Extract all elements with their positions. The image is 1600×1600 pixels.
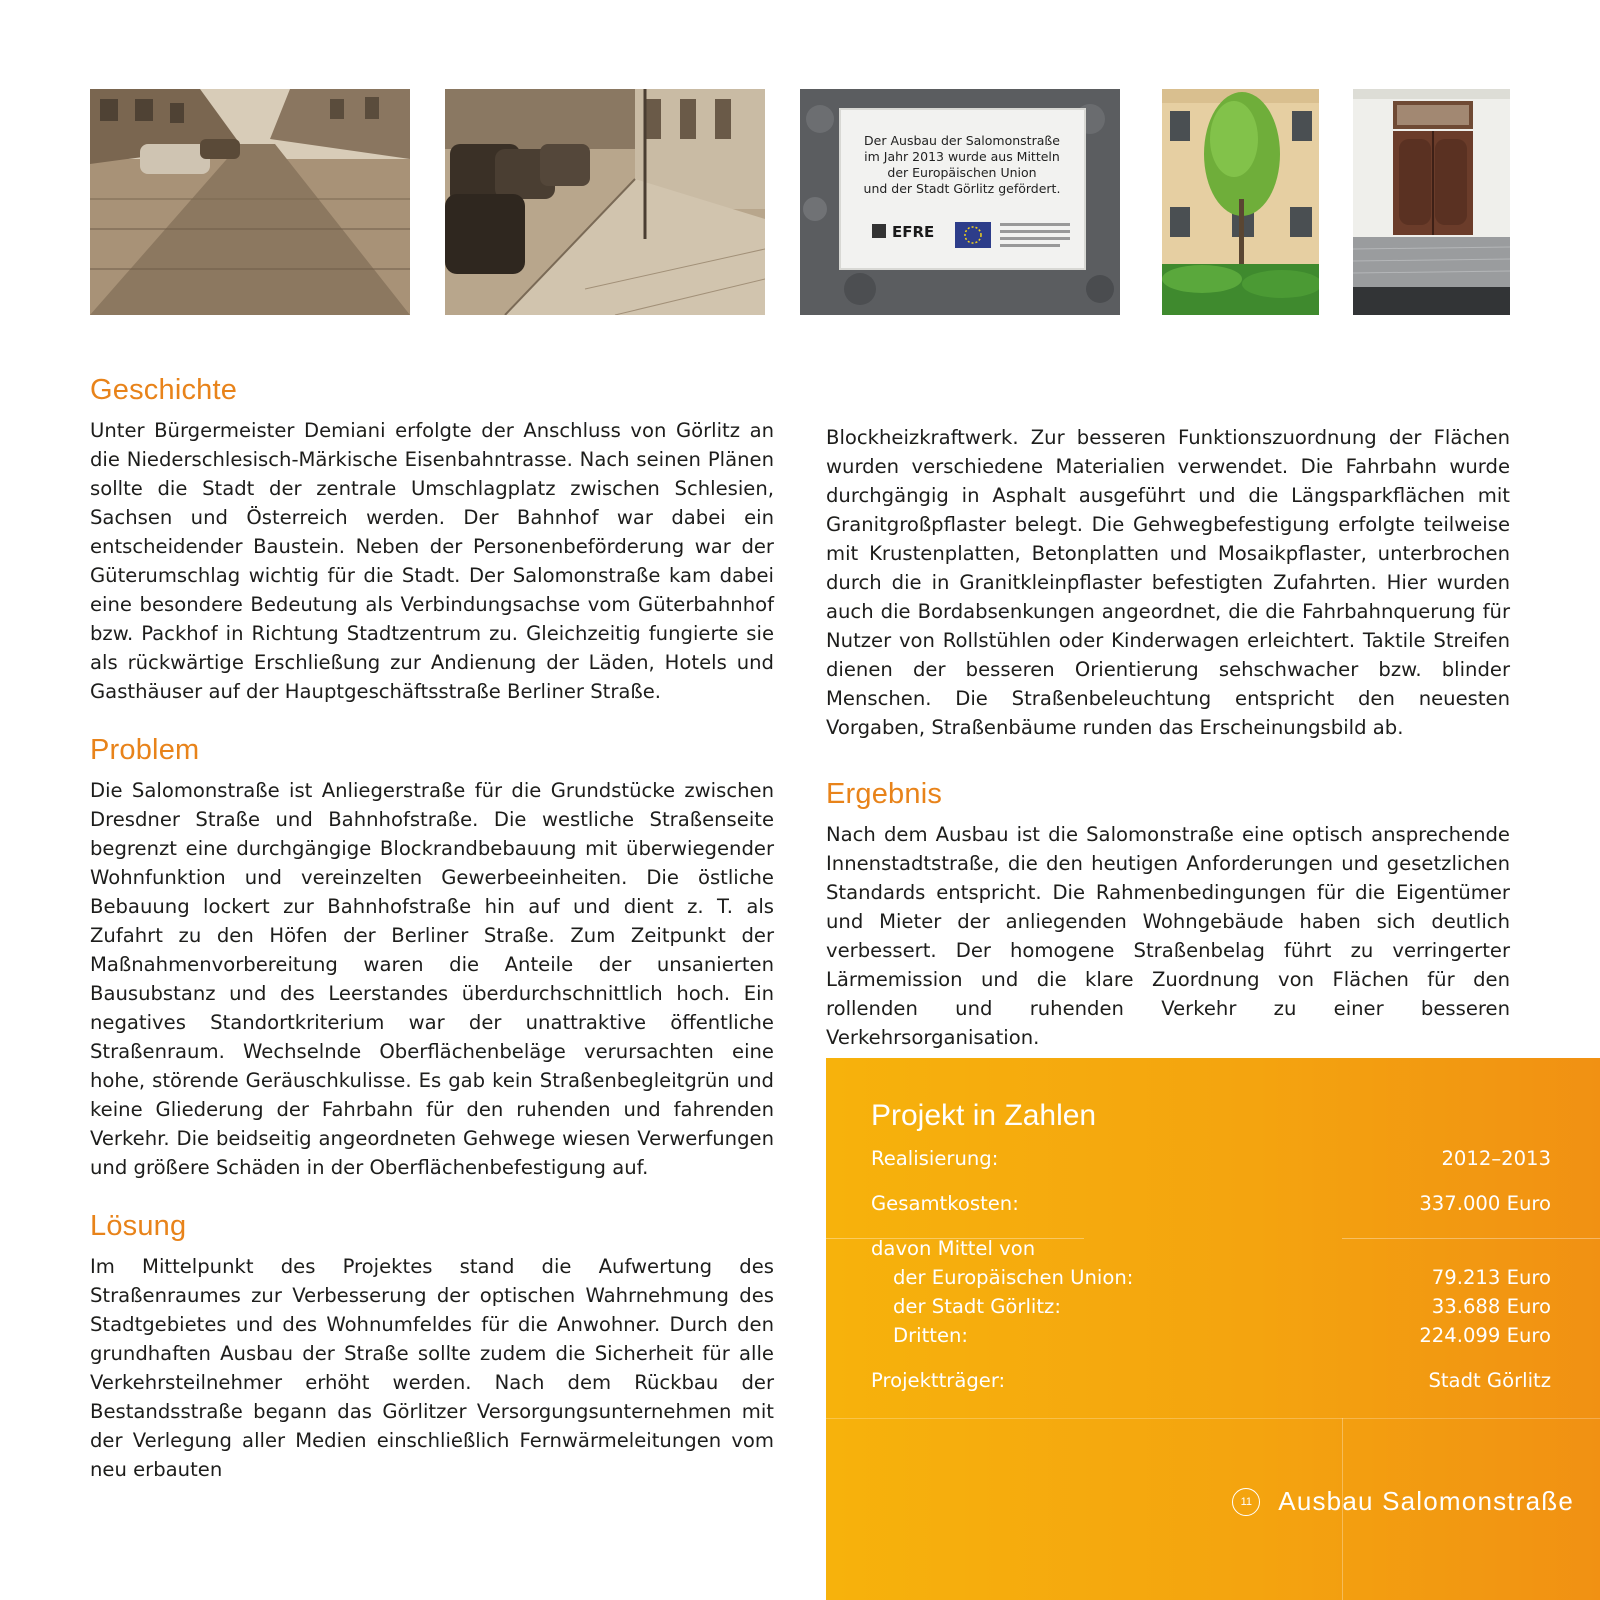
text-geschichte: Unter Bürgermeister Demiani erfolgte der Anschluss von Görlitz an die Niederschlesisch-Märkische Eisenbahntrasse. Nach seinen Plänen sollte die Stadt der zentrale Umschlagplatz zwischen Schlesien, Sachsen und Österreich werden. Der Bahnhof war dabei ein entscheidender Baustein. Neben der Personenbeförderung war der Güterumschlag wichtig für die Stadt. Der Salomonstraße kam dabei eine besondere Bedeutung als Verbindungsachse vom Güterbahnhof bzw. Packhof in Richtung Stadtzentrum zu. Gleichzeitig fungierte sie als rückwärtige Erschließung zur Andienung der Läden, Hotels und Gasthäuser auf der Hauptgeschäftsstraße Berliner Straße. [90, 419, 774, 703]
sign-line-2: im Jahr 2013 wurde aus Mitteln [864, 149, 1060, 164]
photo-funding-sign [800, 89, 1120, 315]
heading-geschichte: Geschichte [90, 374, 238, 406]
text-loesung-continued: Blockheizkraftwerk. Zur besseren Funktionszuordnung der Flächen wurden verschiedene Materialien verwendet. Die Fahrbahn wurde durchgängig in Asphalt ausgeführt und die Längsparkflächen mit Granitgroßpflaster belegt. Die Gehwegbefestigung erfolgte teilweise mit Krustenplatten, Betonplatten und Mosaikpflaster, unterbrochen durch die in Granitkleinpflaster befestigten Zufahrten. Hier wurden auch die Bordabsenkungen angeordnet, die die Fahrbahnquerung für Nutzer von Rollstühlen oder Kinderwagen erleichtert. Taktile Streifen dienen der besseren Orientierung sehschwacher bzw. blinder Menschen. Die Straßenbeleuchtung entspricht den neuesten Vorgaben, Straßenbäume runden das Erscheinungsbild ab. [826, 426, 1510, 739]
fact-label: Dritten: [893, 1324, 969, 1347]
fact-value: 2012–2013 [1441, 1147, 1551, 1170]
facts-table [871, 1144, 1551, 1395]
fact-value: 337.000 Euro [1419, 1192, 1551, 1215]
fact-value: Stadt Görlitz [1428, 1369, 1551, 1392]
sign-line-4: und der Stadt Görlitz gefördert. [863, 181, 1061, 196]
fact-label: Gesamtkosten: [871, 1192, 1019, 1215]
fact-label: davon Mittel von [871, 1237, 1036, 1260]
section-ergebnis [826, 776, 1510, 1052]
section-geschichte [90, 372, 774, 706]
fact-label: der Europäischen Union: [893, 1266, 1134, 1289]
text-problem: Die Salomonstraße ist Anliegerstraße für die Grundstücke zwischen Dresdner Straße und Bahnhofstraße. Die westliche Straßenseite begrenzt eine durchgängige Blockrandbebauung mit überwiegender Wohnfunktion und vereinzelten Gewerbeeinheiten. Die östliche Bebauung lockert zur Bahnhofstraße hin auf und dient z. T. als Zufahrt zu den Höfen der Berliner Straße. Zum Zeitpunkt der Maßnahmenvorbereitung waren die Anteile der unsanierten Bausubstanz und des Leerstandes überdurchschnittlich hoch. Ein negatives Standortkriterium war der unattraktive öffentliche Straßenraum. Wechselnde Oberflächenbeläge verursachten eine hohe, störende Geräuschkulisse. Es gab kein Straßenbegleitgrün und keine Gliederung der Fahrbahn für den ruhenden und fahrenden Verkehr. Die beidseitig angeordneten Gehwege wiesen Verwerfungen und größere Schäden in der Oberflächenbefestigung auf. [90, 779, 774, 1179]
project-facts-panel [826, 1058, 1600, 1600]
sign-line-1: Der Ausbau der Salomonstraße [864, 133, 1060, 148]
fact-row [871, 1189, 1551, 1218]
photo-wooden-door [1353, 89, 1510, 315]
page-footer [1232, 1486, 1574, 1517]
fact-row [871, 1321, 1551, 1350]
panel-divider [826, 1418, 1600, 1419]
fact-label: Projektträger: [871, 1369, 1006, 1392]
right-column [826, 423, 1510, 1052]
fact-row [871, 1144, 1551, 1173]
panel-title: Projekt in Zahlen [871, 1099, 1097, 1132]
photo-street-tree [1162, 89, 1319, 315]
fact-row [871, 1234, 1551, 1263]
page-number: 11 [1232, 1488, 1260, 1516]
fact-value: 224.099 Euro [1419, 1324, 1551, 1347]
heading-loesung: Lösung [90, 1210, 187, 1242]
sign-line-3: der Europäischen Union [887, 165, 1037, 180]
fact-row [871, 1292, 1551, 1321]
fact-row [871, 1366, 1551, 1395]
section-problem [90, 732, 774, 1182]
fact-row [871, 1263, 1551, 1292]
left-column [90, 372, 774, 1510]
fact-value: 79.213 Euro [1431, 1266, 1551, 1289]
fact-label: der Stadt Görlitz: [893, 1295, 1061, 1318]
text-loesung: Im Mittelpunkt des Projektes stand die Aufwertung des Straßenraumes zur Verbesserung der optischen Wahrnehmung des Stadtgebietes und des Wohnumfeldes für die Anwohner. Durch den grundhaften Ausbau der Straße sollte zudem die Sicherheit für alle Verkehrsteilnehmer erhöht werden. Nach dem Rückbau der Bestandsstraße begann das Görlitzer Versorgungsunternehmen mit der Verlegung aller Medien einschließlich Fernwärmeleitungen vom neu erbauten [90, 1255, 774, 1481]
fact-value: 33.688 Euro [1431, 1295, 1551, 1318]
fact-label: Realisierung: [871, 1147, 999, 1170]
heading-problem: Problem [90, 734, 200, 766]
sign-logo-efre: EFRE [892, 223, 935, 241]
photo-parked-cars-sidewalk [445, 89, 765, 315]
footer-title: Ausbau Salomonstraße [1278, 1486, 1574, 1516]
photo-street-cobblestone [90, 89, 410, 315]
section-loesung [90, 1208, 774, 1484]
text-ergebnis: Nach dem Ausbau ist die Salomonstraße eine optisch ansprechende Innenstadtstraße, die den heutigen Anforderungen und gesetzlichen Standards entspricht. Die Rahmenbedingungen für die Eigentümer und Mieter der anliegenden Wohngebäude haben sich deutlich verbessert. Der homogene Straßenbelag führt zu verringerter Lärmemission und die klare Zuordnung von Flächen für den rollenden und ruhenden Verkehr zu einer besseren Verkehrsorganisation. [826, 823, 1510, 1049]
heading-ergebnis: Ergebnis [826, 778, 943, 810]
